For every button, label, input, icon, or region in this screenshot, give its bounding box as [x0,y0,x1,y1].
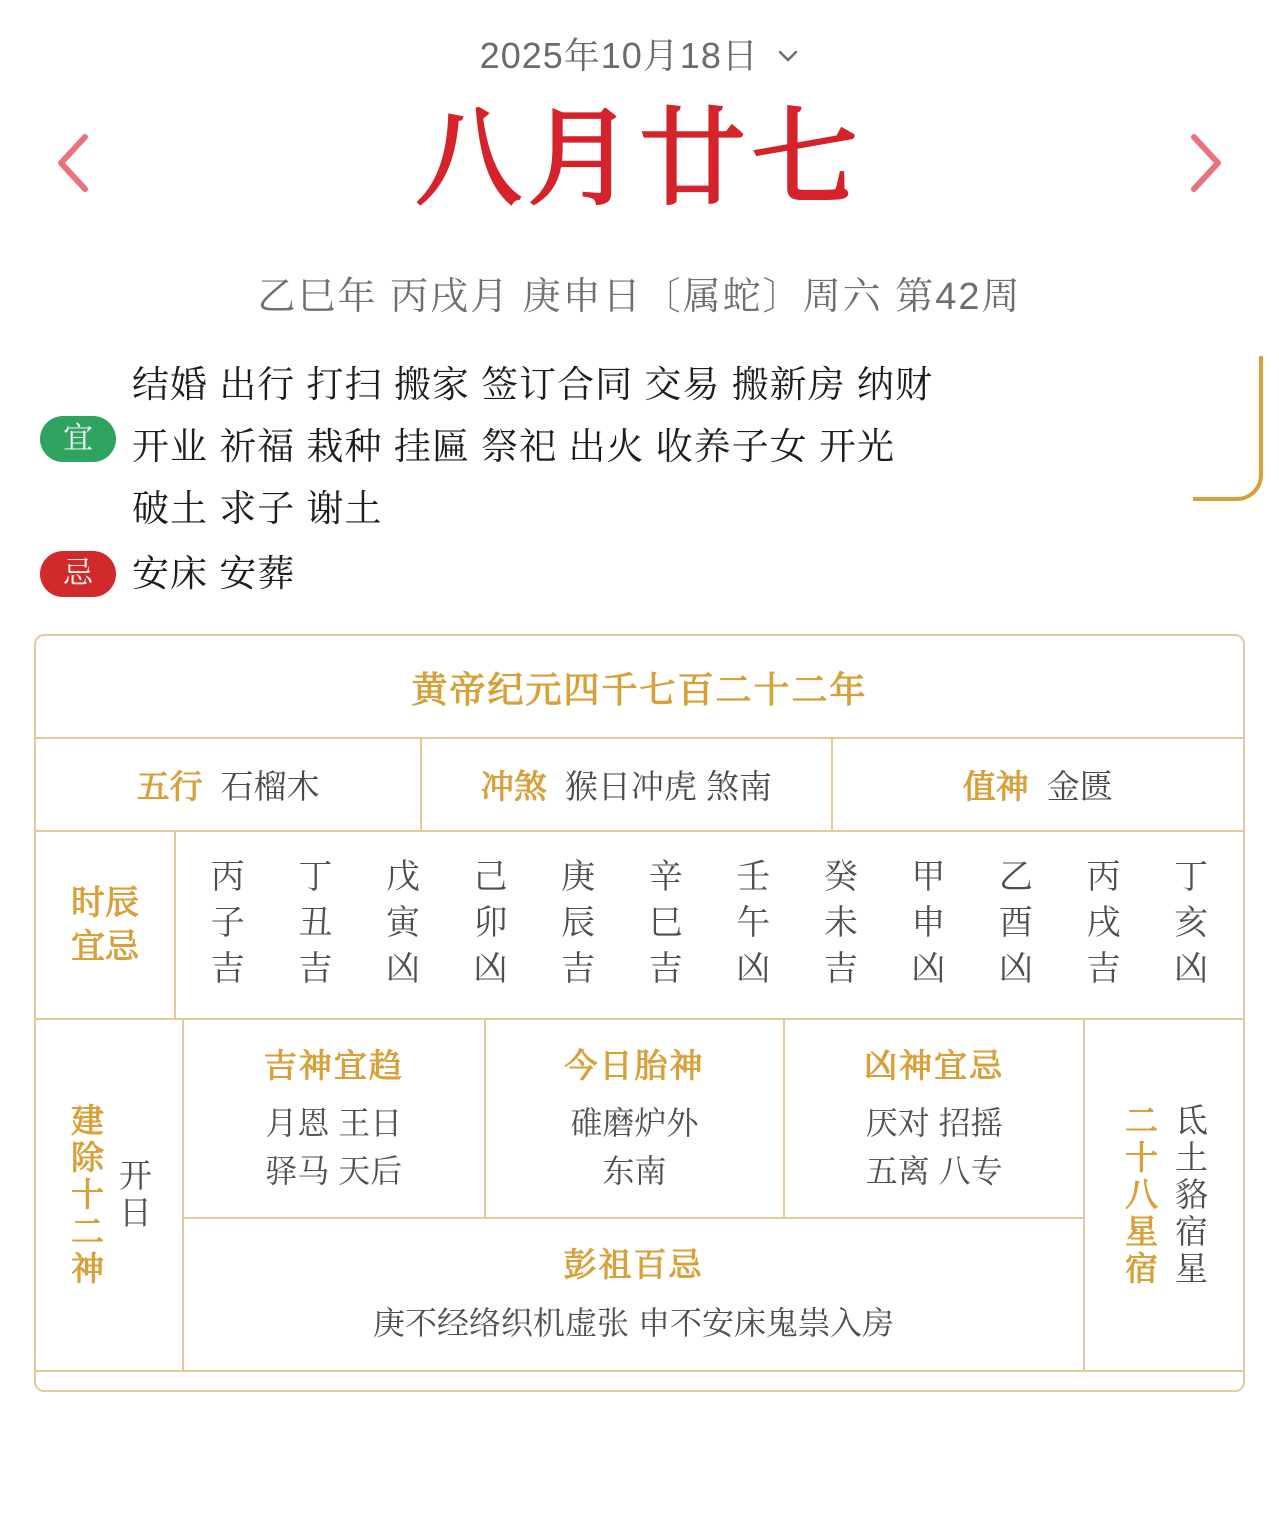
pengzu-line: 庚不经络织机虚张 申不安床鬼祟入房 [373,1305,894,1341]
taishen-line-2: 东南 [602,1153,667,1189]
shichen-label [36,832,176,1018]
yi-line: 破土 求子 谢土 [132,488,383,529]
shichen-gan: 丁 [298,858,333,896]
shichen-jixiong: 吉 [210,950,245,988]
shichen-zhi: 巳 [648,904,683,942]
shichen-jixiong: 凶 [385,950,420,988]
shichen-jixiong: 吉 [298,950,333,988]
shichen-item [736,854,770,992]
shichen-zhi: 酉 [998,904,1033,942]
shichen-zhi: 寅 [385,904,420,942]
chongsha-value: 猴日冲虎 煞南 [564,768,772,805]
pengzu-title: 彭祖百忌 [563,1246,704,1283]
zhishen-cell [833,739,1243,830]
shichen-gan: 戊 [385,858,420,896]
xingxiu-label: 二十八星宿 [1121,1102,1158,1288]
wuxing-value: 石榴木 [220,768,320,805]
shichen-gan: 甲 [911,858,946,896]
shichen-jixiong: 凶 [911,950,946,988]
taishen-title: 今日胎神 [564,1047,705,1084]
xiongshen-title: 凶神宜忌 [864,1047,1005,1084]
lunar-date-title: 八月廿七 [415,95,864,220]
shichen-zhi: 申 [911,904,946,942]
shichen-label-line2: 宜忌 [71,928,139,966]
shichen-gan: 壬 [736,858,771,896]
almanac-lower-grid [36,1020,1243,1372]
shichen-item [1174,854,1208,992]
shichen-label-line1: 时辰 [71,884,139,922]
jianchu-value: 开日 [115,1158,152,1232]
xiongshen-line-2: 五离 八专 [865,1153,1003,1189]
shichen-zhi: 戌 [1086,904,1121,942]
wuxing-label: 五行 [136,768,203,805]
yi-items [132,354,1239,540]
chongsha-label: 冲煞 [480,768,547,805]
xiongshen-box [783,1020,1083,1217]
ji-row [40,548,1239,600]
shichen-zhi: 午 [736,904,771,942]
shichen-jixiong: 凶 [998,950,1033,988]
yi-row [40,354,1239,540]
shichen-jixiong: 凶 [736,950,771,988]
shichen-zhi: 辰 [561,904,596,942]
shichen-item [211,854,245,992]
shichen-jixiong: 吉 [1086,950,1121,988]
xiongshen-line-1: 厌对 招摇 [865,1105,1003,1141]
ganzhi-line: 乙巳年 丙戌月 庚申日〔属蛇〕周六 第42周 [257,276,1022,318]
shichen-item [386,854,420,992]
shichen-jixiong: 凶 [473,950,508,988]
date-selector-bar[interactable] [0,0,1279,79]
zhishen-value: 金匮 [1046,768,1113,805]
shichen-item [999,854,1033,992]
chongsha-cell [422,739,832,830]
almanac-info-row [36,739,1243,832]
yiji-section [0,354,1279,600]
chevron-down-icon[interactable] [777,45,799,67]
shichen-zhi: 丑 [298,904,333,942]
almanac-mid-column [184,1020,1083,1370]
shichen-gan: 丁 [1174,858,1209,896]
yi-line: 开业 祈福 栽种 挂匾 祭祀 出火 收养子女 开光 [132,426,895,467]
shichen-gan: 辛 [648,858,683,896]
shichen-jixiong: 吉 [561,950,596,988]
jishen-title: 吉神宜趋 [263,1047,404,1084]
shichen-item [1087,854,1121,992]
jishen-box [184,1020,484,1217]
shichen-gan: 癸 [823,858,858,896]
shichen-jixiong: 吉 [823,950,858,988]
shichen-jixiong: 吉 [648,950,683,988]
jianchu-cell [36,1020,184,1370]
xingxiu-cell [1083,1020,1243,1370]
taishen-line-1: 碓磨炉外 [570,1105,699,1141]
shichen-zhi: 子 [210,904,245,942]
shichen-list [176,832,1243,1018]
card-bottom-spacer [36,1372,1243,1390]
yi-badge: 宜 [40,416,116,462]
decorative-corner-bracket [1193,356,1263,501]
shichen-item [298,854,332,992]
taishen-box [484,1020,784,1217]
shichen-row [36,832,1243,1020]
jishen-line-1: 月恩 王日 [265,1105,403,1141]
ji-items [132,548,1239,600]
yi-line: 结婚 出行 打扫 搬家 签订合同 交易 搬新房 纳财 [132,364,933,405]
almanac-title: 黄帝纪元四千七百二十二年 [36,636,1243,739]
shichen-zhi: 卯 [473,904,508,942]
pengzu-box [184,1219,1083,1370]
shichen-gan: 庚 [561,858,596,896]
shichen-gan: 丙 [1086,858,1121,896]
almanac-box-row [184,1020,1083,1219]
gregorian-date-label[interactable]: 2025年10月18日 [479,35,759,76]
xingxiu-value: 氐土貉宿星 [1171,1102,1208,1288]
lunar-hero [0,95,1279,235]
shichen-item [649,854,683,992]
shichen-item [824,854,858,992]
ji-badge: 忌 [40,551,116,597]
yi-badge-wrap [40,354,132,462]
shichen-item [911,854,945,992]
shichen-jixiong: 凶 [1174,950,1209,988]
shichen-gan: 丙 [210,858,245,896]
ji-badge-wrap [40,551,132,597]
shichen-gan: 己 [473,858,508,896]
chevron-left-icon[interactable] [45,123,105,203]
shichen-zhi: 未 [823,904,858,942]
shichen-gan: 乙 [998,858,1033,896]
jishen-line-2: 驿马 天后 [265,1153,403,1189]
ji-line: 安床 安葬 [132,553,296,594]
almanac-card [34,634,1245,1392]
jianchu-label: 建除十二神 [67,1102,104,1288]
shichen-item [474,854,508,992]
shichen-zhi: 亥 [1174,904,1209,942]
zhishen-label: 值神 [962,768,1029,805]
shichen-item [561,854,595,992]
wuxing-cell [36,739,422,830]
chevron-right-icon[interactable] [1174,123,1234,203]
